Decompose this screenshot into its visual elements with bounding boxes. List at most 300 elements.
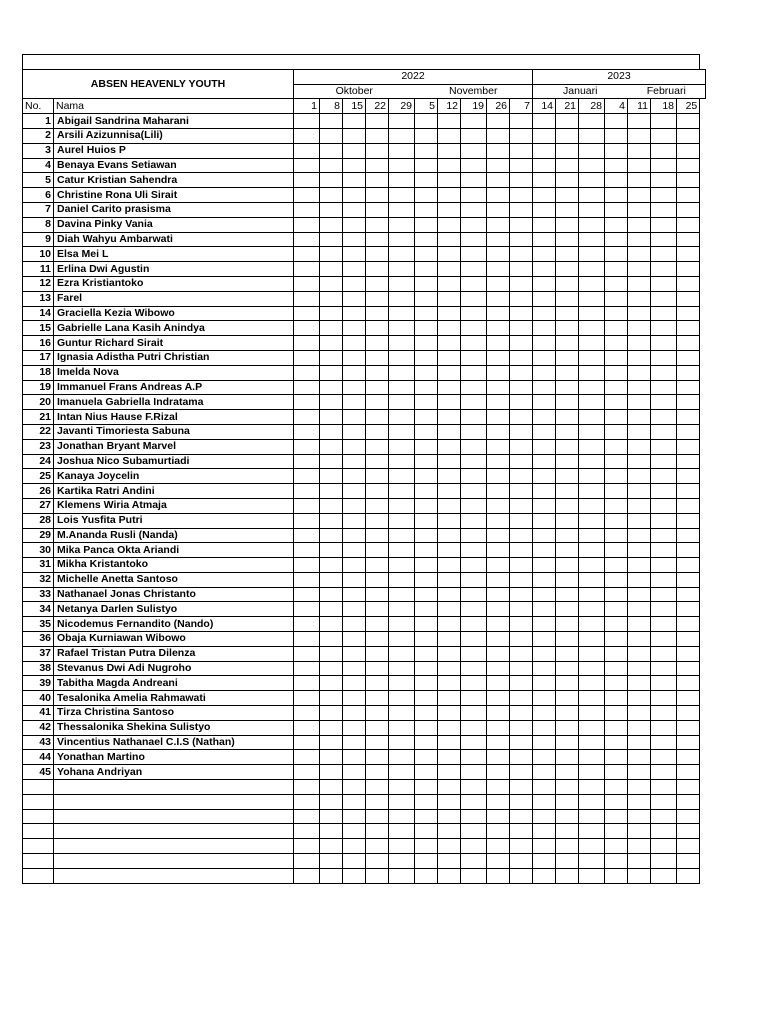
attendance-cell[interactable] [556,128,579,143]
attendance-cell[interactable] [651,114,677,129]
attendance-cell[interactable] [510,602,533,617]
empty-cell[interactable] [677,809,700,824]
attendance-cell[interactable] [487,439,510,454]
attendance-cell[interactable] [651,380,677,395]
attendance-cell[interactable] [389,765,415,780]
attendance-cell[interactable] [628,336,651,351]
attendance-cell[interactable] [628,765,651,780]
attendance-cell[interactable] [651,484,677,499]
attendance-cell[interactable] [677,247,700,262]
attendance-cell[interactable] [556,424,579,439]
attendance-cell[interactable] [461,691,487,706]
attendance-cell[interactable] [651,617,677,632]
attendance-cell[interactable] [628,691,651,706]
attendance-cell[interactable] [366,617,389,632]
attendance-cell[interactable] [415,706,438,721]
attendance-cell[interactable] [389,217,415,232]
attendance-cell[interactable] [294,513,320,528]
attendance-cell[interactable] [677,691,700,706]
attendance-cell[interactable] [438,321,461,336]
empty-cell[interactable] [677,854,700,869]
attendance-cell[interactable] [556,528,579,543]
empty-cell[interactable] [461,824,487,839]
attendance-cell[interactable] [320,454,343,469]
attendance-cell[interactable] [320,646,343,661]
attendance-cell[interactable] [461,454,487,469]
attendance-cell[interactable] [415,262,438,277]
attendance-cell[interactable] [628,143,651,158]
attendance-cell[interactable] [510,424,533,439]
attendance-cell[interactable] [677,661,700,676]
attendance-cell[interactable] [294,173,320,188]
attendance-cell[interactable] [628,646,651,661]
attendance-cell[interactable] [389,262,415,277]
attendance-cell[interactable] [343,513,366,528]
empty-cell[interactable] [320,839,343,854]
attendance-cell[interactable] [556,706,579,721]
attendance-cell[interactable] [605,469,628,484]
attendance-cell[interactable] [415,424,438,439]
attendance-cell[interactable] [533,158,556,173]
attendance-cell[interactable] [605,543,628,558]
attendance-cell[interactable] [533,350,556,365]
attendance-cell[interactable] [343,661,366,676]
attendance-cell[interactable] [461,350,487,365]
attendance-cell[interactable] [579,321,605,336]
attendance-cell[interactable] [389,158,415,173]
empty-cell[interactable] [579,780,605,795]
empty-cell[interactable] [487,794,510,809]
attendance-cell[interactable] [605,410,628,425]
attendance-cell[interactable] [510,676,533,691]
attendance-cell[interactable] [415,750,438,765]
attendance-cell[interactable] [415,158,438,173]
empty-cell[interactable] [628,824,651,839]
attendance-cell[interactable] [461,247,487,262]
attendance-cell[interactable] [605,291,628,306]
attendance-cell[interactable] [294,632,320,647]
attendance-cell[interactable] [294,232,320,247]
attendance-cell[interactable] [487,572,510,587]
attendance-cell[interactable] [628,454,651,469]
attendance-cell[interactable] [579,469,605,484]
attendance-cell[interactable] [389,602,415,617]
attendance-cell[interactable] [677,543,700,558]
empty-cell[interactable] [366,780,389,795]
empty-cell[interactable] [461,854,487,869]
empty-cell[interactable] [461,868,487,883]
empty-cell[interactable] [487,824,510,839]
attendance-cell[interactable] [320,321,343,336]
attendance-cell[interactable] [556,691,579,706]
attendance-cell[interactable] [320,336,343,351]
attendance-cell[interactable] [628,587,651,602]
attendance-cell[interactable] [677,469,700,484]
attendance-cell[interactable] [628,232,651,247]
empty-cell[interactable] [343,794,366,809]
attendance-cell[interactable] [366,262,389,277]
attendance-cell[interactable] [294,114,320,129]
empty-cell[interactable] [294,854,320,869]
attendance-cell[interactable] [461,336,487,351]
attendance-cell[interactable] [510,706,533,721]
attendance-cell[interactable] [389,661,415,676]
attendance-cell[interactable] [487,395,510,410]
empty-cell[interactable] [23,809,54,824]
empty-cell[interactable] [628,809,651,824]
empty-cell[interactable] [366,868,389,883]
attendance-cell[interactable] [651,262,677,277]
empty-cell[interactable] [438,809,461,824]
attendance-cell[interactable] [628,380,651,395]
attendance-cell[interactable] [651,291,677,306]
attendance-cell[interactable] [533,543,556,558]
empty-cell[interactable] [343,854,366,869]
empty-cell[interactable] [651,868,677,883]
attendance-cell[interactable] [677,498,700,513]
empty-cell[interactable] [487,868,510,883]
empty-cell[interactable] [677,794,700,809]
attendance-cell[interactable] [461,114,487,129]
attendance-cell[interactable] [487,143,510,158]
attendance-cell[interactable] [651,143,677,158]
attendance-cell[interactable] [579,646,605,661]
attendance-cell[interactable] [366,188,389,203]
attendance-cell[interactable] [510,247,533,262]
attendance-cell[interactable] [605,188,628,203]
attendance-cell[interactable] [294,765,320,780]
attendance-cell[interactable] [556,572,579,587]
attendance-cell[interactable] [389,750,415,765]
attendance-cell[interactable] [556,454,579,469]
attendance-cell[interactable] [533,188,556,203]
attendance-cell[interactable] [343,617,366,632]
attendance-cell[interactable] [605,365,628,380]
attendance-cell[interactable] [487,661,510,676]
attendance-cell[interactable] [415,350,438,365]
attendance-cell[interactable] [651,128,677,143]
attendance-cell[interactable] [510,454,533,469]
attendance-cell[interactable] [389,513,415,528]
attendance-cell[interactable] [556,262,579,277]
empty-cell[interactable] [579,809,605,824]
attendance-cell[interactable] [605,128,628,143]
attendance-cell[interactable] [533,484,556,499]
attendance-cell[interactable] [628,543,651,558]
attendance-cell[interactable] [343,143,366,158]
empty-cell[interactable] [605,868,628,883]
attendance-cell[interactable] [415,587,438,602]
empty-cell[interactable] [438,794,461,809]
attendance-cell[interactable] [343,410,366,425]
attendance-cell[interactable] [461,439,487,454]
attendance-cell[interactable] [343,765,366,780]
attendance-cell[interactable] [366,202,389,217]
attendance-cell[interactable] [415,735,438,750]
attendance-cell[interactable] [294,572,320,587]
attendance-cell[interactable] [461,484,487,499]
attendance-cell[interactable] [579,306,605,321]
attendance-cell[interactable] [461,395,487,410]
attendance-cell[interactable] [461,158,487,173]
empty-cell[interactable] [533,809,556,824]
attendance-cell[interactable] [533,424,556,439]
attendance-cell[interactable] [389,202,415,217]
empty-cell[interactable] [651,809,677,824]
attendance-cell[interactable] [651,602,677,617]
attendance-cell[interactable] [651,439,677,454]
attendance-cell[interactable] [320,720,343,735]
attendance-cell[interactable] [628,114,651,129]
attendance-cell[interactable] [579,439,605,454]
attendance-cell[interactable] [343,558,366,573]
attendance-cell[interactable] [461,365,487,380]
attendance-cell[interactable] [320,632,343,647]
attendance-cell[interactable] [343,587,366,602]
attendance-cell[interactable] [487,336,510,351]
attendance-cell[interactable] [294,543,320,558]
attendance-cell[interactable] [366,232,389,247]
attendance-cell[interactable] [533,765,556,780]
attendance-cell[interactable] [605,765,628,780]
empty-cell[interactable] [320,824,343,839]
attendance-cell[interactable] [438,691,461,706]
attendance-cell[interactable] [605,720,628,735]
attendance-cell[interactable] [510,691,533,706]
attendance-cell[interactable] [556,750,579,765]
attendance-cell[interactable] [510,513,533,528]
attendance-cell[interactable] [628,217,651,232]
attendance-cell[interactable] [438,188,461,203]
attendance-cell[interactable] [389,469,415,484]
attendance-cell[interactable] [533,587,556,602]
attendance-cell[interactable] [438,114,461,129]
attendance-cell[interactable] [556,676,579,691]
attendance-cell[interactable] [461,128,487,143]
attendance-cell[interactable] [366,469,389,484]
attendance-cell[interactable] [510,528,533,543]
attendance-cell[interactable] [510,558,533,573]
attendance-cell[interactable] [415,336,438,351]
attendance-cell[interactable] [628,528,651,543]
attendance-cell[interactable] [533,410,556,425]
attendance-cell[interactable] [677,528,700,543]
attendance-cell[interactable] [677,336,700,351]
attendance-cell[interactable] [438,765,461,780]
attendance-cell[interactable] [487,262,510,277]
attendance-cell[interactable] [533,247,556,262]
attendance-cell[interactable] [605,735,628,750]
attendance-cell[interactable] [366,380,389,395]
attendance-cell[interactable] [628,558,651,573]
attendance-cell[interactable] [677,484,700,499]
attendance-cell[interactable] [320,158,343,173]
attendance-cell[interactable] [628,365,651,380]
attendance-cell[interactable] [651,365,677,380]
attendance-cell[interactable] [651,528,677,543]
attendance-cell[interactable] [533,336,556,351]
attendance-cell[interactable] [389,735,415,750]
attendance-cell[interactable] [389,247,415,262]
attendance-cell[interactable] [651,321,677,336]
attendance-cell[interactable] [510,720,533,735]
attendance-cell[interactable] [415,395,438,410]
attendance-cell[interactable] [343,735,366,750]
attendance-cell[interactable] [438,558,461,573]
empty-cell[interactable] [366,824,389,839]
attendance-cell[interactable] [605,276,628,291]
attendance-cell[interactable] [320,276,343,291]
attendance-cell[interactable] [438,528,461,543]
attendance-cell[interactable] [343,336,366,351]
attendance-cell[interactable] [533,602,556,617]
attendance-cell[interactable] [487,321,510,336]
attendance-cell[interactable] [389,558,415,573]
attendance-cell[interactable] [415,217,438,232]
attendance-cell[interactable] [533,572,556,587]
attendance-cell[interactable] [510,410,533,425]
attendance-cell[interactable] [556,469,579,484]
attendance-cell[interactable] [415,143,438,158]
empty-cell[interactable] [343,839,366,854]
attendance-cell[interactable] [389,114,415,129]
attendance-cell[interactable] [438,484,461,499]
attendance-cell[interactable] [461,617,487,632]
attendance-cell[interactable] [579,617,605,632]
attendance-cell[interactable] [343,706,366,721]
attendance-cell[interactable] [366,306,389,321]
attendance-cell[interactable] [533,498,556,513]
empty-cell[interactable] [605,780,628,795]
attendance-cell[interactable] [510,498,533,513]
empty-cell[interactable] [389,868,415,883]
attendance-cell[interactable] [605,424,628,439]
attendance-cell[interactable] [461,173,487,188]
attendance-cell[interactable] [605,217,628,232]
attendance-cell[interactable] [533,706,556,721]
attendance-cell[interactable] [556,114,579,129]
empty-cell[interactable] [438,780,461,795]
attendance-cell[interactable] [533,439,556,454]
attendance-cell[interactable] [294,661,320,676]
attendance-cell[interactable] [533,291,556,306]
attendance-cell[interactable] [605,232,628,247]
attendance-cell[interactable] [294,336,320,351]
empty-cell[interactable] [389,780,415,795]
attendance-cell[interactable] [438,750,461,765]
attendance-cell[interactable] [651,558,677,573]
attendance-cell[interactable] [366,587,389,602]
attendance-cell[interactable] [677,202,700,217]
empty-cell[interactable] [294,794,320,809]
attendance-cell[interactable] [438,735,461,750]
attendance-cell[interactable] [677,617,700,632]
attendance-cell[interactable] [487,765,510,780]
attendance-cell[interactable] [487,454,510,469]
attendance-cell[interactable] [677,750,700,765]
attendance-cell[interactable] [677,765,700,780]
attendance-cell[interactable] [651,765,677,780]
attendance-cell[interactable] [438,632,461,647]
attendance-cell[interactable] [438,706,461,721]
attendance-cell[interactable] [294,676,320,691]
attendance-cell[interactable] [389,706,415,721]
attendance-cell[interactable] [605,676,628,691]
attendance-cell[interactable] [487,602,510,617]
attendance-cell[interactable] [556,232,579,247]
attendance-cell[interactable] [343,469,366,484]
attendance-cell[interactable] [320,750,343,765]
attendance-cell[interactable] [651,498,677,513]
empty-cell[interactable] [510,809,533,824]
attendance-cell[interactable] [677,572,700,587]
attendance-cell[interactable] [651,513,677,528]
attendance-cell[interactable] [605,602,628,617]
attendance-cell[interactable] [366,424,389,439]
attendance-cell[interactable] [320,114,343,129]
attendance-cell[interactable] [415,498,438,513]
attendance-cell[interactable] [533,528,556,543]
attendance-cell[interactable] [556,291,579,306]
attendance-cell[interactable] [366,321,389,336]
empty-cell[interactable] [628,839,651,854]
empty-cell[interactable] [605,854,628,869]
attendance-cell[interactable] [487,217,510,232]
attendance-cell[interactable] [510,484,533,499]
attendance-cell[interactable] [294,498,320,513]
attendance-cell[interactable] [320,513,343,528]
attendance-cell[interactable] [487,513,510,528]
attendance-cell[interactable] [556,336,579,351]
attendance-cell[interactable] [533,661,556,676]
attendance-cell[interactable] [343,528,366,543]
attendance-cell[interactable] [556,350,579,365]
attendance-cell[interactable] [294,750,320,765]
attendance-cell[interactable] [605,558,628,573]
attendance-cell[interactable] [461,720,487,735]
attendance-cell[interactable] [579,247,605,262]
attendance-cell[interactable] [366,247,389,262]
attendance-cell[interactable] [415,617,438,632]
attendance-cell[interactable] [677,306,700,321]
attendance-cell[interactable] [320,424,343,439]
empty-cell[interactable] [320,854,343,869]
attendance-cell[interactable] [510,202,533,217]
attendance-cell[interactable] [438,143,461,158]
attendance-cell[interactable] [461,513,487,528]
attendance-cell[interactable] [366,498,389,513]
attendance-cell[interactable] [294,528,320,543]
attendance-cell[interactable] [366,706,389,721]
attendance-cell[interactable] [533,735,556,750]
attendance-cell[interactable] [556,720,579,735]
attendance-cell[interactable] [294,617,320,632]
attendance-cell[interactable] [677,262,700,277]
attendance-cell[interactable] [579,484,605,499]
attendance-cell[interactable] [605,306,628,321]
attendance-cell[interactable] [651,395,677,410]
attendance-cell[interactable] [579,336,605,351]
empty-cell[interactable] [510,854,533,869]
empty-cell[interactable] [510,839,533,854]
attendance-cell[interactable] [605,380,628,395]
attendance-cell[interactable] [651,572,677,587]
attendance-cell[interactable] [320,676,343,691]
attendance-cell[interactable] [533,632,556,647]
empty-cell[interactable] [415,794,438,809]
attendance-cell[interactable] [533,128,556,143]
attendance-cell[interactable] [556,558,579,573]
